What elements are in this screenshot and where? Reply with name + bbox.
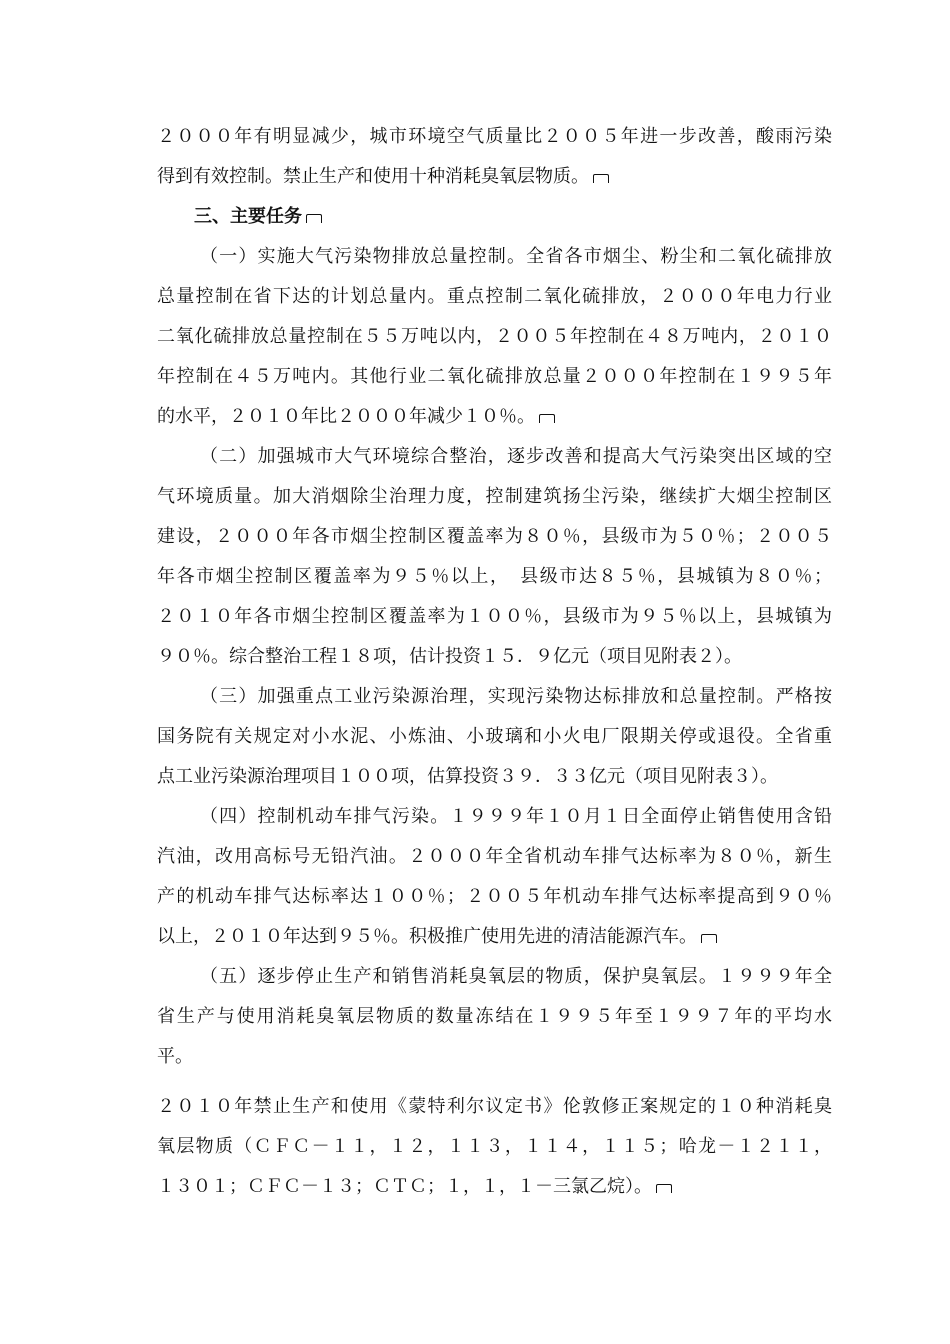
text-line: 年各市烟尘控制区覆盖率为９５％以上， 县级市达８５％，县城镇为８０％； [157, 566, 832, 587]
text-line [157, 164, 832, 190]
text-line [157, 1174, 832, 1200]
text-line: （二）加强城市大气环境综合整治，逐步改善和提高大气污染突出区域的空 [200, 446, 832, 467]
text-line: ９０％。综合整治工程１８项，估计投资１５．９亿元（项目见附表２）。 [157, 646, 742, 667]
text-line: 平。 [157, 1046, 193, 1067]
paragraph-mark-icon [539, 414, 555, 423]
paragraph-mark-icon [593, 174, 609, 183]
text-span: 的水平，２０１０年比２０００年减少１０％。 [157, 406, 535, 427]
text-line: 总量控制在省下达的计划总量内。重点控制二氧化硫排放，２０００年电力行业 [157, 286, 832, 307]
paragraph-mark-icon [306, 214, 322, 223]
text-span: 以上，２０１０年达到９５％。积极推广使用先进的清洁能源汽车。 [157, 926, 697, 947]
text-line [157, 404, 832, 430]
heading-text: 三、主要任务 [194, 206, 302, 227]
text-line: 气环境质量。加大消烟除尘治理力度，控制建筑扬尘污染，继续扩大烟尘控制区 [157, 486, 832, 507]
text-line: ２０００年有明显减少，城市环境空气质量比２００５年进一步改善，酸雨污染 [157, 126, 832, 147]
text-span: １３０１；ＣＦＣ－１３；ＣＴＣ；１，１，１－三氯乙烷）。 [157, 1176, 652, 1197]
text-line: 年控制在４５万吨内。其他行业二氧化硫排放总量２０００年控制在１９９５年 [157, 366, 832, 387]
text-line: 汽油，改用高标号无铅汽油。２０００年全省机动车排气达标率为８０％，新生 [157, 846, 832, 867]
text-line: 氧层物质（ＣＦＣ－１１，１２，１１３，１１４，１１５；哈龙－１２１１， [157, 1136, 832, 1157]
text-line: ２０１０年禁止生产和使用《蒙特利尔议定书》伦敦修正案规定的１０种消耗臭 [157, 1096, 832, 1117]
text-line: 二氧化硫排放总量控制在５５万吨以内，２００５年控制在４８万吨内，２０１０ [157, 326, 832, 347]
text-line: 产的机动车排气达标率达１００％；２００５年机动车排气达标率提高到９０％ [157, 886, 832, 907]
text-line: （五）逐步停止生产和销售消耗臭氧层的物质，保护臭氧层。１９９９年全 [200, 966, 832, 987]
text-line [157, 924, 832, 950]
paragraph-mark-icon [656, 1184, 672, 1193]
text-line: 省生产与使用消耗臭氧层物质的数量冻结在１９９５年至１９９７年的平均水 [157, 1006, 832, 1027]
text-line: 点工业污染源治理项目１００项，估算投资３９．３３亿元（项目见附表３）。 [157, 766, 778, 787]
text-line: ２０１０年各市烟尘控制区覆盖率为１００％，县级市为９５％以上，县城镇为 [157, 606, 832, 627]
text-span: 得到有效控制。禁止生产和使用十种消耗臭氧层物质。 [157, 166, 589, 187]
text-line: （一）实施大气污染物排放总量控制。全省各市烟尘、粉尘和二氧化硫排放 [200, 246, 832, 267]
text-line: 建设，２０００年各市烟尘控制区覆盖率为８０％，县级市为５０％；２００５ [157, 526, 832, 547]
section-heading [194, 204, 832, 230]
paragraph-mark-icon [701, 934, 717, 943]
text-line: （三）加强重点工业污染源治理，实现污染物达标排放和总量控制。严格按 [200, 686, 832, 707]
text-line: 国务院有关规定对小水泥、小炼油、小玻璃和小火电厂限期关停或退役。全省重 [157, 726, 832, 747]
text-line: （四）控制机动车排气污染。１９９９年１０月１日全面停止销售使用含铅 [200, 806, 832, 827]
